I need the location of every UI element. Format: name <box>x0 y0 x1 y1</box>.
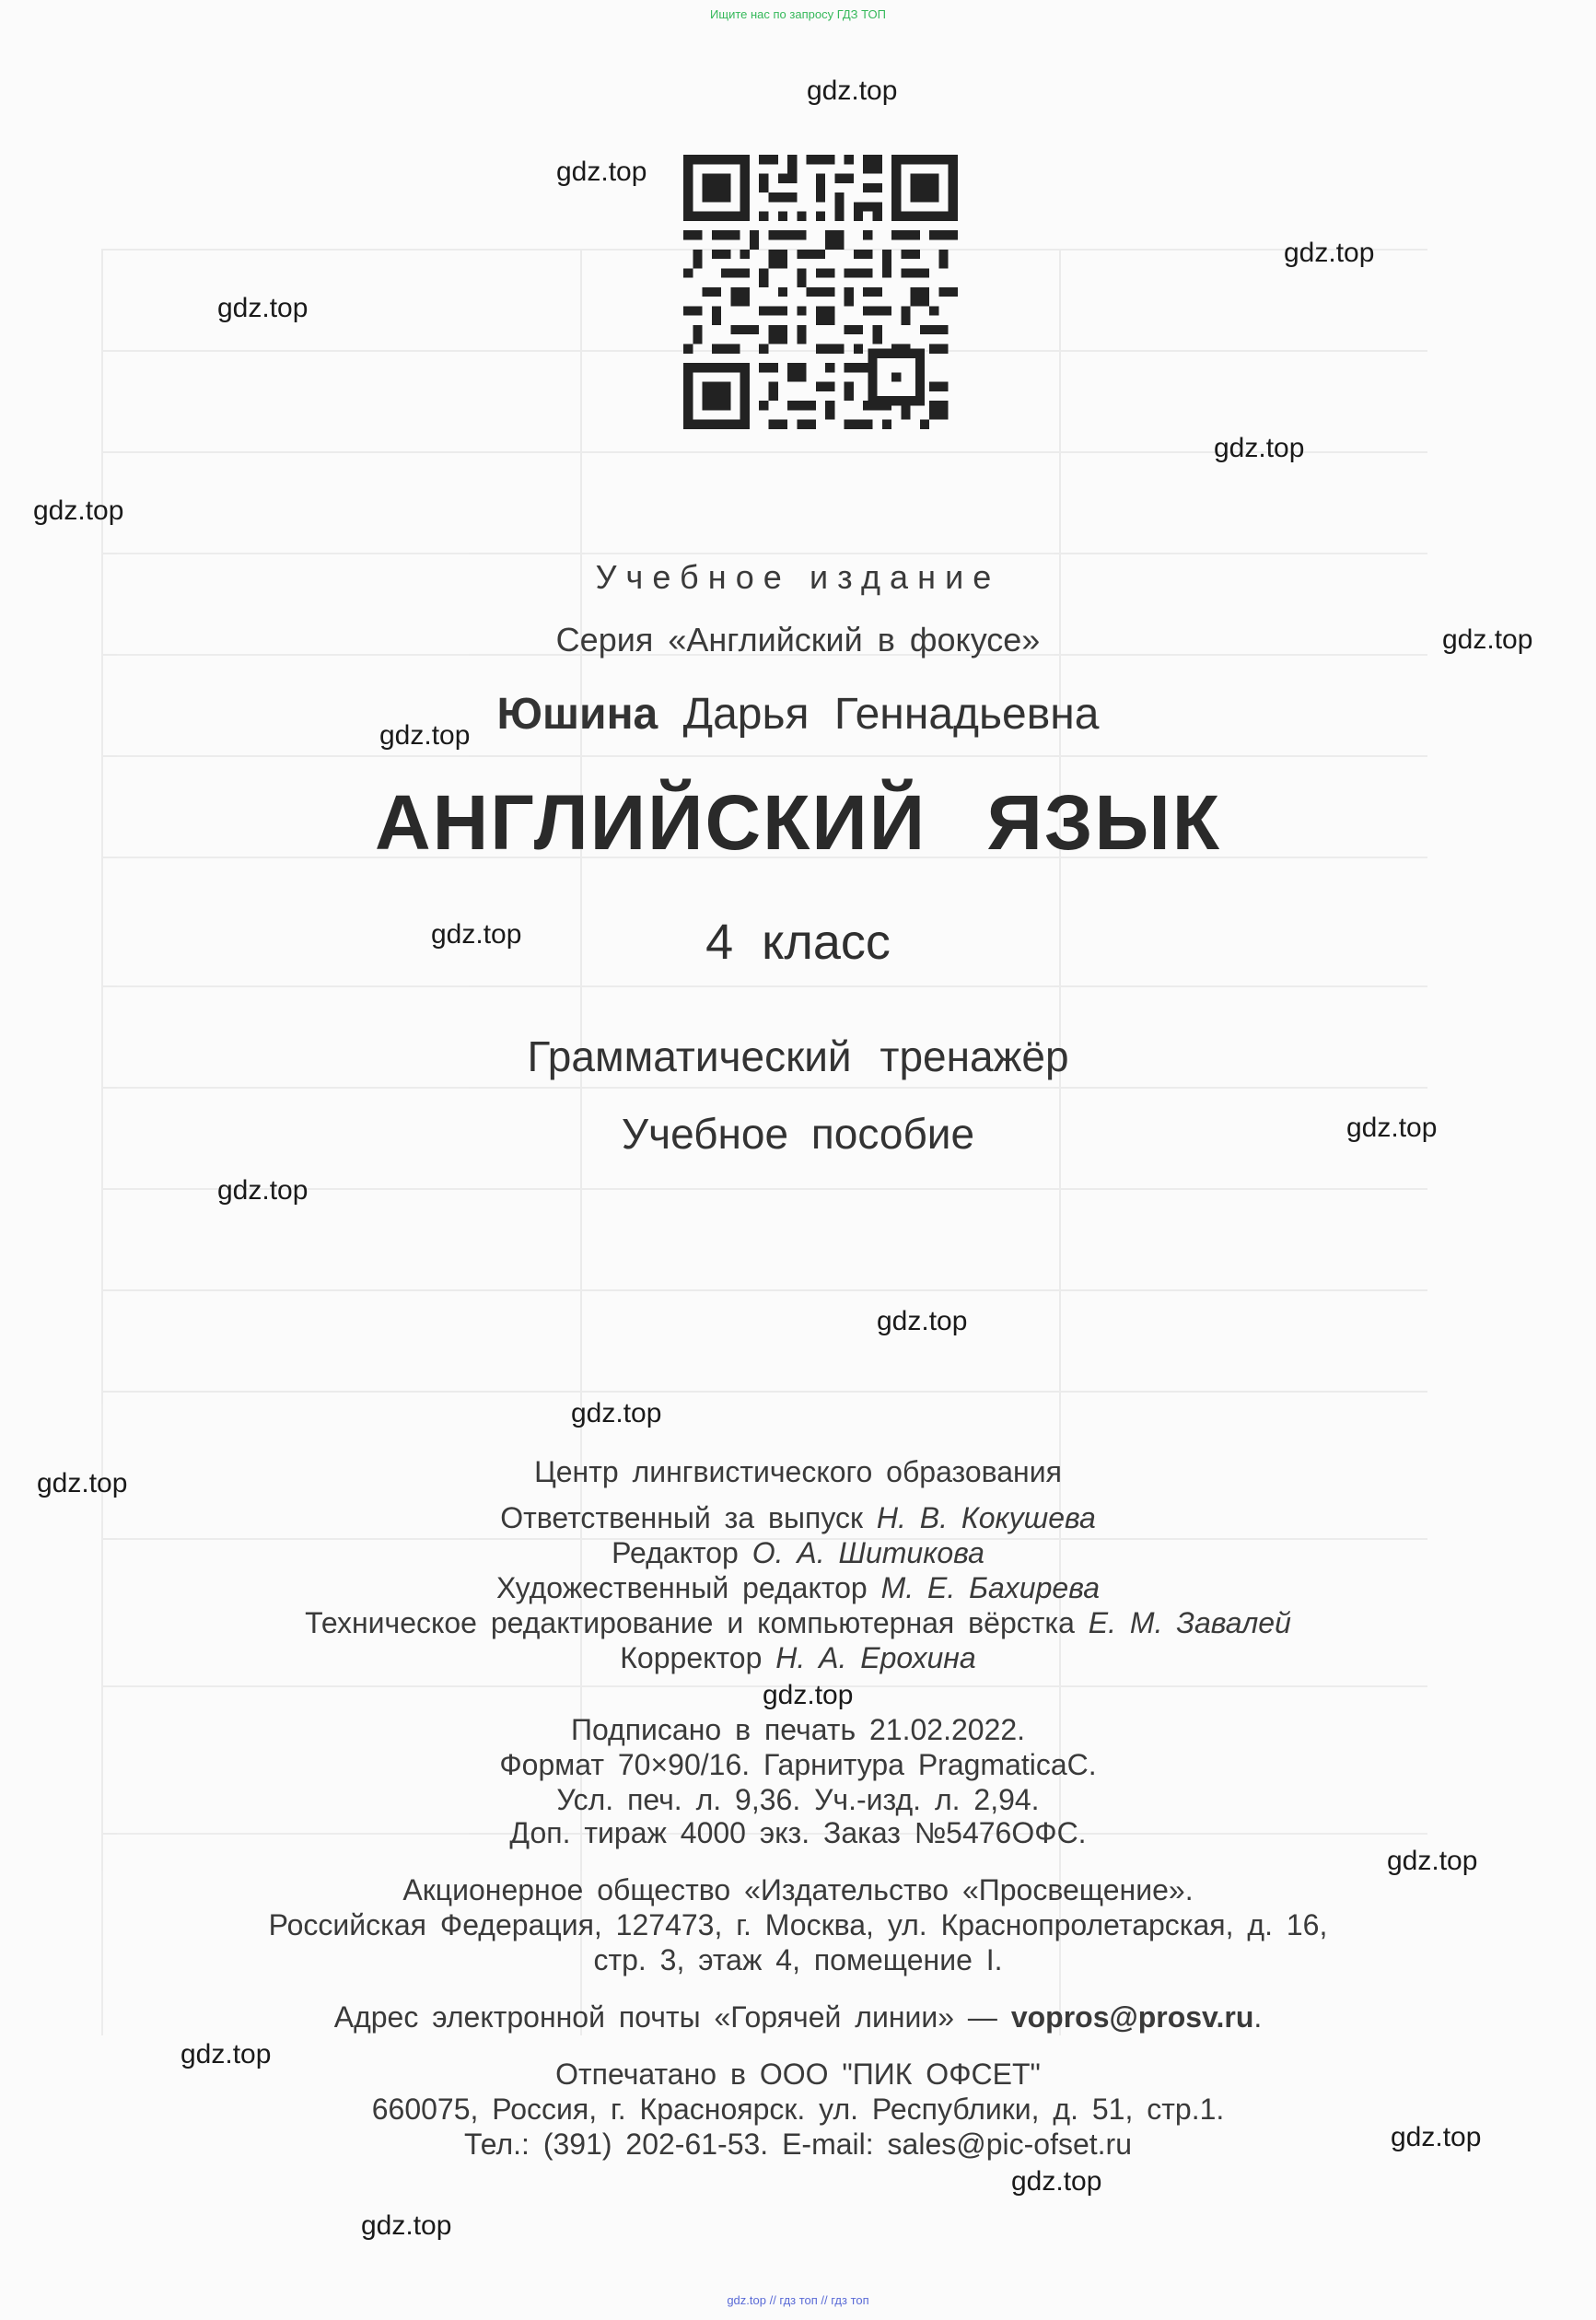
hotline <box>0 2000 1596 2034</box>
grade: 4 класс <box>705 915 891 970</box>
watermark: gdz.top <box>1391 2122 1482 2152</box>
credit-label: Техническое редактирование и компьютерная вёрстка <box>305 1606 1075 1639</box>
credit-label: Ответственный за выпуск <box>500 1501 863 1534</box>
printer-contacts: Тел.: (391) 202-61-53. E-mail: sales@pic-ofset.ru <box>463 2128 1132 2161</box>
watermark: gdz.top <box>217 1175 309 1206</box>
hotline-end: . <box>1253 2000 1263 2034</box>
credit-art-editor <box>0 1571 1596 1605</box>
watermark: gdz.top <box>807 76 898 106</box>
credit-person: Н. В. Кокушева <box>876 1501 1096 1534</box>
credit-person: Е. М. Завалей <box>1088 1606 1291 1639</box>
credit-responsible <box>0 1501 1596 1535</box>
credit-person: Н. А. Ерохина <box>775 1641 976 1674</box>
credit-label: Художественный редактор <box>496 1571 868 1604</box>
watermark: gdz.top <box>181 2039 272 2069</box>
hotline-email[interactable]: vopros@prosv.ru <box>1010 2000 1254 2034</box>
watermark: gdz.top <box>1442 624 1533 655</box>
print-run: Доп. тираж 4000 экз. Заказ №5476ОФС. <box>509 1816 1087 1849</box>
watermark: gdz.top <box>763 1680 854 1710</box>
watermark: gdz.top <box>1387 1846 1478 1876</box>
author-last-name: Юшина <box>496 690 658 739</box>
credit-label: Редактор <box>612 1536 739 1569</box>
hotline-label: Адрес электронной почты «Горячей линии» — <box>333 2000 997 2034</box>
print-sheets: Усл. печ. л. 9,36. Уч.-изд. л. 2,94. <box>556 1783 1040 1816</box>
credit-editor <box>0 1536 1596 1570</box>
credit-label: Корректор <box>620 1641 763 1674</box>
edition-type: Учебное издание <box>595 558 1001 596</box>
credit-person: М. Е. Бахирева <box>880 1571 1100 1604</box>
author <box>0 689 1596 740</box>
signed-date: Подписано в печать 21.02.2022. <box>570 1713 1026 1746</box>
watermark: gdz.top <box>556 157 647 187</box>
watermark: gdz.top <box>571 1398 662 1428</box>
print-format: Формат 70×90/16. Гарнитура PragmaticaC. <box>499 1748 1097 1781</box>
watermark: gdz.top <box>361 2210 452 2241</box>
watermark: gdz.top <box>1346 1113 1438 1143</box>
publisher-address-2: стр. 3, этаж 4, помещение I. <box>593 1943 1003 1976</box>
author-first-name: Дарья Геннадьевна <box>682 690 1100 739</box>
top-banner[interactable]: Ищите нас по запросу ГДЗ ТОП <box>710 7 886 21</box>
watermark: gdz.top <box>217 293 309 323</box>
watermark: gdz.top <box>431 919 522 950</box>
subtitle-type: Учебное пособие <box>621 1110 975 1158</box>
credit-person: О. А. Шитикова <box>751 1536 984 1569</box>
watermark: gdz.top <box>1284 238 1375 268</box>
credit-corrector <box>0 1641 1596 1675</box>
watermark: gdz.top <box>1011 2166 1102 2197</box>
publisher-address: Российская Федерация, 127473, г. Москва, ул. Краснопролетарская, д. 16, <box>268 1908 1328 1941</box>
watermark: gdz.top <box>379 720 471 751</box>
printer-name: Отпечатано в ООО "ПИК ОФСЕТ" <box>555 2058 1041 2091</box>
credit-tech <box>0 1606 1596 1640</box>
subtitle: Грамматический тренажёр <box>527 1032 1069 1080</box>
center-name: Центр лингвистического образования <box>534 1455 1062 1488</box>
book-title: АНГЛИЙСКИЙ ЯЗЫК <box>374 779 1222 866</box>
watermark: gdz.top <box>37 1468 128 1498</box>
bottom-banner[interactable]: gdz.top // гдз топ // гдз топ <box>727 2293 869 2307</box>
watermark: gdz.top <box>877 1306 968 1336</box>
publisher-name: Акционерное общество «Издательство «Просвещение». <box>402 1873 1194 1906</box>
qr-code[interactable] <box>683 155 958 429</box>
printer-address: 660075, Россия, г. Красноярск. ул. Республики, д. 51, стр.1. <box>371 2093 1225 2126</box>
series: Серия «Английский в фокусе» <box>555 621 1041 659</box>
watermark: gdz.top <box>33 495 124 526</box>
watermark: gdz.top <box>1214 433 1305 463</box>
